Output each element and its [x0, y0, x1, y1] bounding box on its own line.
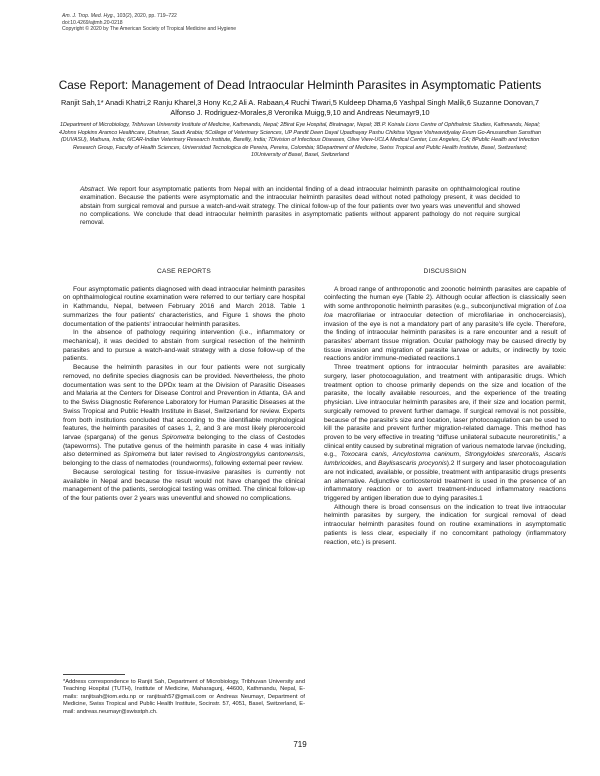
issue-pages: 103(2), 2020, pp. 719–722: [115, 13, 177, 19]
paragraph: Four asymptomatic patients diagnosed with dead intraocular helminth parasites on ophthalmological routine examination were referred to our tertiary care hospital in Kathmandu, Nepal, between February 2016 and March 2018. Table 1 summarizes the four patients' characteristics, and Figure 1 shows the photo documentation of the patients' intraocular helminth parasites.: [63, 285, 305, 328]
footnote-divider: [63, 674, 125, 675]
paragraph: Three treatment options for intraocular helminth parasites are available: surgery, laser photocoagulation, and treatment with antiparasitic drugs. Which treatment option to choose primarily depends on the size and location of the parasite, the locally available resources, and the experience of the treating physician. Live intraocular helminth parasites are, if their size and location permit, surgically removed to prevent further damage. If surgical removal is not possible, because of the parasite's size and location, laser photocoagulation can be used to kill the parasite and prevent further migration-related damage. This method has proven to be very effective in treating “diffuse unilateral subacute neuroretinitis,” a clinical entity caused by subretinal migration of various nematode larvae (including, e.g., Toxocara canis, Ancylostoma caninum, Strongyloides stercoralis, Ascaris lumbricoides, and Baylisascaris procyonis).2 If surgery and laser photocoagulation are not indicated, available, or possible, treatment with antiparasitic drugs presents an alternative. Adjunctive corticosteroid treatment is used in the presence of an inflammatory reaction or to avert treatment-induced inflammatory reactions triggered by antigen liberation due to dying parasites.1: [324, 364, 567, 502]
right-column: [324, 268, 566, 547]
paragraph: Because serological testing for tissue-invasive parasites is currently not available in Nepal and because the result would not have changed the clinical management of the patients, serological testing was omitted. The clinical follow-up of the four patients over 2 years was uneventful and showed no complications.: [63, 468, 305, 502]
abstract: [80, 186, 520, 227]
abstract-label: Abstract.: [80, 186, 106, 193]
section-heading-case-reports: CASE REPORTS: [157, 268, 211, 275]
page-number: 719: [293, 740, 307, 749]
journal-name: Am. J. Trop. Med. Hyg.,: [62, 13, 116, 19]
journal-header: [62, 13, 236, 33]
copyright-line: Copyright © 2020 by The American Society of Tropical Medicine and Hygiene: [62, 26, 237, 33]
section-heading-discussion: DISCUSSION: [423, 268, 467, 275]
paragraph: A broad range of anthroponotic and zoonotic helminth parasites are capable of coinfecting the human eye (Table 2). Although ocular affection is classically seen with some anthroponotic helminth parasites (e.g., subconjunctival migration of Loa loa macrofilariae or intraocular detection of microfilariae in onchocerciasis), invasion of the eye is not a mandatory part of any parasite's life cycle. Therefore, the finding of intraocular helminth parasites is a rare encounter and a result of parasites' aberrant tissue migration. Ocular pathology may be caused directly by tissue invasion and migration of parasite larvae or adults, or indirectly by toxic reactions and/or immune-mediated reactions.1: [324, 285, 566, 363]
correspondence-footnote: *Address correspondence to Ranjit Sah, Department of Microbiology, Tribhuvan University and Teaching Hospital (TUTH), Institute of Medicine, Maharagunj, 44600, Kathmandu, Nepal, E-mails: ranjitsah@iom.edu.np or ranjitsah57@gmail.com or Andreas Neumayr, Department of Medicine, Swiss Tropical and Public Health Institute, Socinstr. 57, 4051, Basel, Switzerland, E-mail: andreas.neumayr@swisstph.ch.: [63, 679, 305, 715]
article-title: Case Report: Management of Dead Intraocular Helminth Parasites in Asymptomatic Patients: [58, 78, 542, 92]
paragraph: In the absence of pathology requiring intervention (i.e., inflammatory or mechanical), it was decided to abstain from surgical resection of the helminth parasites and to pursue a watch-and-wait strategy with a close follow-up of the patients.: [63, 329, 305, 363]
paragraph: Although there is broad consensus on the indication to treat live intraocular helminth parasites by surgery, the indication for surgical removal of dead intraocular helminth parasites found on routine examinations in asymptomatic patients is less clear, especially if no concomitant pathology (inflammatory reaction, etc.) is present.: [324, 503, 566, 546]
left-column: [63, 268, 305, 504]
author-list: Ranjit Sah,1* Anadi Khatri,2 Ranju Kharel,3 Hony Kc,2 Ali A. Rabaan,4 Ruchi Tiwari,5 Kuldeep Dhama,6 Yashpal Singh Malik,6 Suzanne Donovan,7 Alfonso J. Rodriguez-Morales,8 Veronika Muigg,9,10 and Andreas Neumayr9,10: [61, 98, 539, 117]
abstract-text: We report four asymptomatic patients from Nepal with an incidental finding of a dead intraocular helminth parasite on ophthalmological routine examination. Because the patients were asymptomatic and the intraocular helminth parasites dead without noted pathology present, it was decided to abstain from surgical removal and pursue a watch-and-wait strategy. The clinical follow-up of the four patients over two years was uneventful and showed no complications. We conclude that dead intraocular helminth parasites in asymptomatic patients without apparent pathology do not require surgical removal.: [80, 186, 520, 227]
affiliations: 1Department of Microbiology, Tribhuvan University Institute of Medicine, Kathmandu, Nepal; 2Birat Eye Hospital, Biratnagar, Nepal; 3B.P. Koirala Lions Centre of Ophthalmic Studies, Kathmandu, Nepal; 4Johns Hopkins Aramco Healthcare, Dhahran, Saudi Arabia; 5College of Veterinary Sciences, UP Pandit Deen Dayal Upadhayay Pashu Chikitsa Vigyan Vishwavidyalay Evum Go-Anusandhan Sansthan (DUVASU), Mathura, India; 6ICAR-Indian Veterinary Research Institute, Bareilly, India; 7Division of Infectious Diseases, Olive View-UCLA Medical Center, Los Angeles, CA; 8Public Health and Infection Research Group, Faculty of Health Sciences, Universidad Tecnologica de Pereira, Pereira, Colombia; 9Department of Medicine, Swiss Tropical and Public Health Institute, Basel, Switzerland; 10University of Basel, Basel, Switzerland: [58, 122, 542, 158]
doi-line[interactable]: doi:10.4269/ajtmh.20-0218: [62, 19, 123, 26]
paragraph: Because the helminth parasites in our four patients were not surgically removed, no definite species diagnosis can be provided. Nevertheless, the photo documentation was sent to the DPDx team at the Division of Parasitic Diseases and Malaria at the Centers for Disease Control and Prevention in Atlanta, GA and to the Swiss Diagnostic Reference Laboratory for Human Parasitic Diseases at the Swiss Tropical and Public Health Institute in Basel, Switzerland for review. Experts from both institutions concluded that according to the identifiable morphological features, the helminth parasites of cases 1, 2, and 3 are most likely plerocercoid larvae (sparganа) of the genus Spirometra belonging to the class of Cestodes (tapeworms). The putative genus of the helminth parasite in case 4 was initially also determined as Spirometra but later revised to Angiostrongylus cantonensis, belonging to the class of nematodes (roundworms), following external peer review.: [63, 364, 305, 468]
citation-line: [62, 13, 236, 20]
